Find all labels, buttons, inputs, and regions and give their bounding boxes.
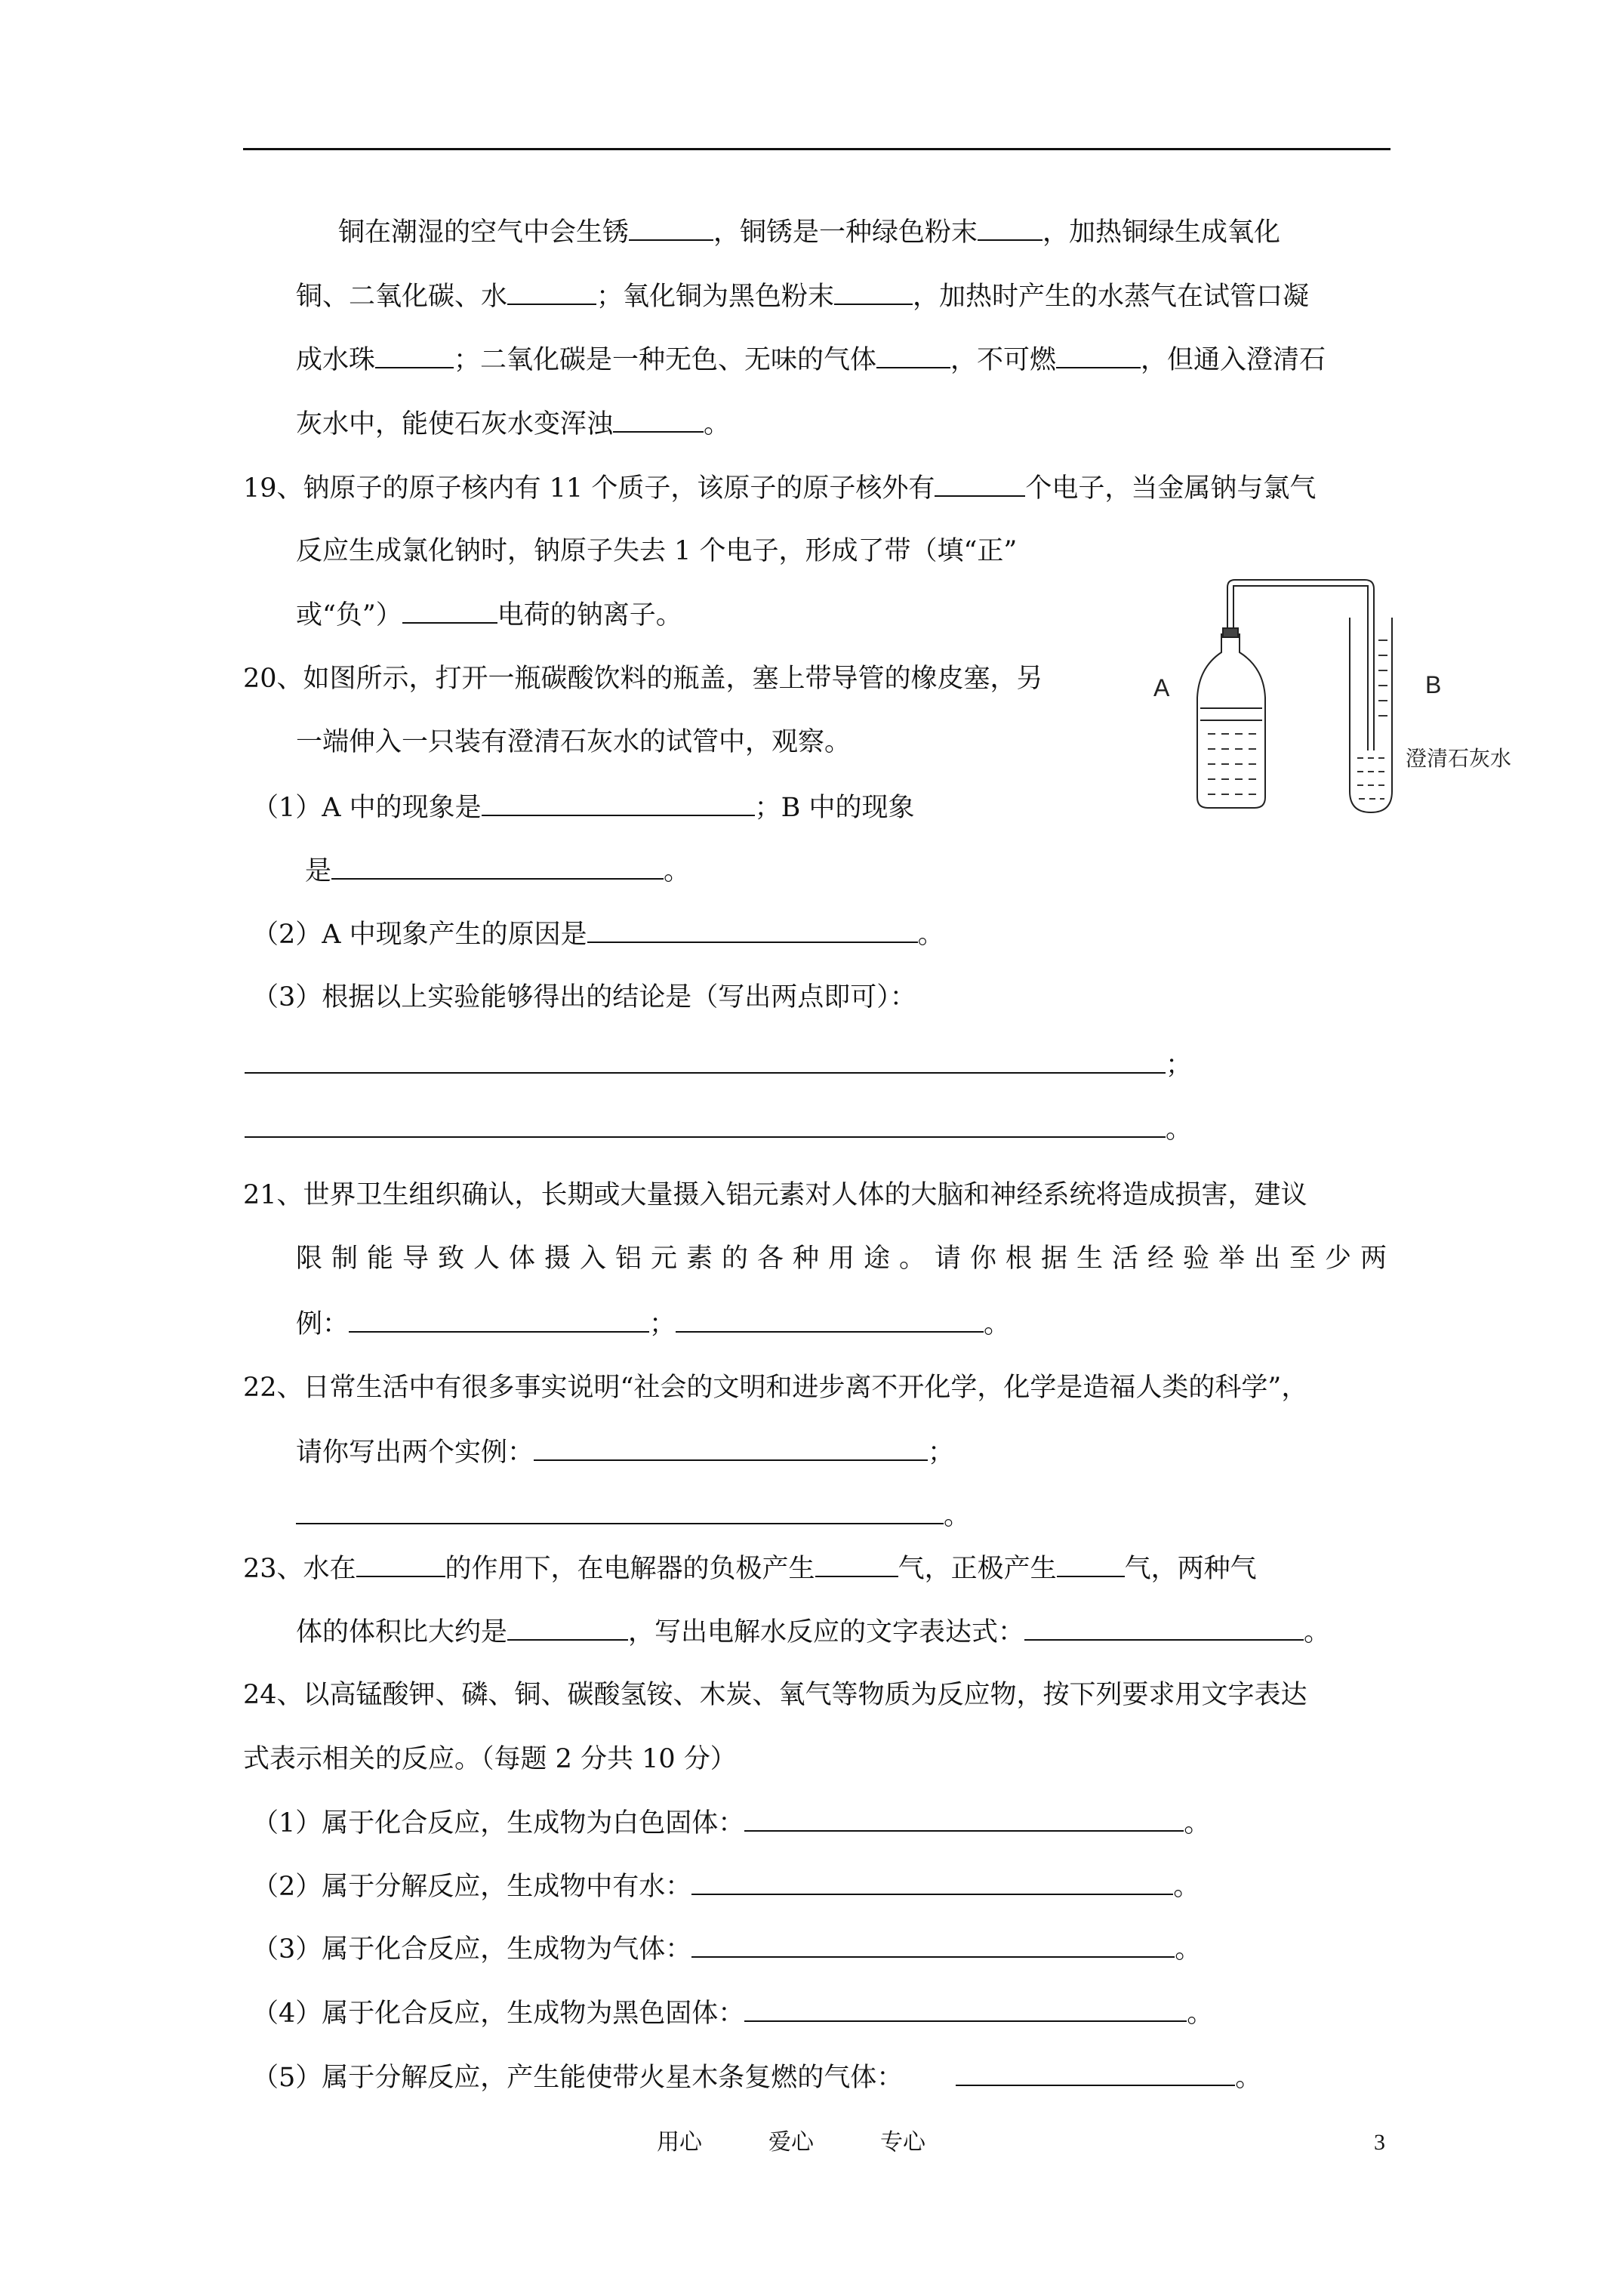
- answer-blank[interactable]: [1057, 1550, 1125, 1577]
- text: ，但通入澄清石: [1141, 345, 1326, 375]
- text: （4）属于化合反应，生成物为黑色固体：: [252, 1999, 745, 2029]
- answer-blank[interactable]: [691, 1868, 1173, 1895]
- text: 。: [1187, 1999, 1214, 2029]
- q18-line-2: [296, 278, 1309, 314]
- text: 。: [944, 1501, 971, 1531]
- text: ，加热铜绿生成氧化: [1042, 217, 1281, 248]
- text: ；: [649, 1309, 676, 1339]
- answer-blank[interactable]: [876, 341, 950, 368]
- answer-blank[interactable]: [482, 789, 755, 816]
- text: 。: [984, 1309, 1011, 1339]
- answer-blank[interactable]: [834, 278, 913, 305]
- q21-line-1: [243, 1178, 1307, 1213]
- text: 。: [664, 856, 691, 886]
- q21-line-3: [296, 1305, 1010, 1342]
- footer-motto-3: 专心: [880, 2129, 925, 2156]
- q24-sub-5: [252, 2059, 1261, 2095]
- text: （2）属于分解反应，生成物中有水：: [252, 1872, 692, 1902]
- text: 。: [917, 920, 944, 950]
- text: 19、钠原子的原子核内有 11 个质子，该原子的原子核外有: [243, 473, 935, 504]
- text: 式表示相关的反应。（每题 2 分共 10 分）: [243, 1744, 737, 1774]
- text: 20、如图所示，打开一瓶碳酸饮料的瓶盖，塞上带导管的橡皮塞，另: [243, 664, 1043, 694]
- answer-blank[interactable]: [356, 1550, 445, 1577]
- answer-blank[interactable]: [815, 1550, 898, 1577]
- footer-motto-2: 爱心: [768, 2129, 814, 2156]
- q20-sub-3: [252, 980, 916, 1015]
- q20-conclusion-1: [245, 1046, 1192, 1083]
- label-b: B: [1425, 671, 1442, 698]
- q24-sub-3: [252, 1931, 1201, 1967]
- answer-blank[interactable]: [1024, 1613, 1304, 1641]
- text: 。: [1304, 1617, 1331, 1647]
- answer-blank[interactable]: [296, 1497, 944, 1524]
- text: 。: [1184, 1808, 1211, 1838]
- answer-blank[interactable]: [534, 1434, 928, 1461]
- q20-line-2: [296, 725, 851, 760]
- text: 例：: [296, 1309, 350, 1339]
- answer-blank[interactable]: [935, 470, 1025, 497]
- answer-blank[interactable]: [676, 1305, 984, 1333]
- q20-sub-2: [252, 916, 944, 952]
- text: 22、日常生活中有很多事实说明“社会的文明和进步离不开化学，化学是造福人类的科学”，: [243, 1373, 1308, 1403]
- q24-line-2: [243, 1742, 737, 1777]
- q22-line-3: [296, 1497, 970, 1533]
- text: 气，两种气: [1124, 1554, 1257, 1584]
- text: 24、以高锰酸钾、磷、铜、碳酸氢铵、木炭、氧气等物质为反应物，按下列要求用文字表达: [243, 1680, 1307, 1710]
- answer-blank[interactable]: [629, 214, 713, 241]
- q24-sub-4: [252, 1995, 1213, 2031]
- text: ，不可燃: [950, 345, 1057, 375]
- q20-sub-1: [252, 789, 915, 825]
- text: 的作用下，在电解器的负极产生: [445, 1554, 815, 1584]
- answer-blank[interactable]: [1056, 341, 1141, 368]
- text: （5）属于分解反应，产生能使带火星木条复燃的气体：: [252, 2063, 904, 2093]
- text: 灰水中，能使石灰水变浑浊: [296, 409, 614, 439]
- q19-line-2: [296, 534, 1017, 569]
- answer-blank[interactable]: [587, 916, 918, 943]
- text: （3）属于化合反应，生成物为气体：: [252, 1934, 692, 1965]
- text: ；: [928, 1438, 955, 1468]
- text: （3）根据以上实验能够得出的结论是（写出两点即可）：: [252, 982, 916, 1012]
- text: ；B 中的现象: [754, 793, 915, 823]
- text: ，加热时产生的水蒸气在试管口凝: [913, 282, 1310, 312]
- experiment-figure: [1138, 572, 1531, 829]
- answer-blank[interactable]: [978, 214, 1042, 241]
- answer-blank[interactable]: [245, 1111, 1166, 1138]
- text: 。: [1235, 2063, 1262, 2093]
- text: ，铜锈是一种绿色粉末: [713, 217, 978, 248]
- footer-motto-1: 用心: [657, 2129, 702, 2156]
- answer-blank[interactable]: [507, 278, 596, 305]
- text: 限制能导致人体摄入铝元素的各种用途。请你根据生活经验举出至少两: [296, 1244, 1397, 1274]
- text: ；二氧化碳是一种无色、无味的气体: [454, 345, 877, 375]
- text: 23、水在: [243, 1554, 356, 1584]
- text: （1）属于化合反应，生成物为白色固体：: [252, 1808, 745, 1838]
- text: 或“负”）: [296, 600, 402, 630]
- figure-caption: 澄清石灰水: [1406, 746, 1512, 771]
- answer-blank[interactable]: [402, 596, 497, 624]
- delivery-tube: [1227, 580, 1374, 750]
- text: 个电子，当金属钠与氯气: [1025, 473, 1317, 504]
- answer-blank[interactable]: [613, 405, 704, 433]
- answer-blank[interactable]: [691, 1931, 1175, 1958]
- text: 。: [704, 409, 731, 439]
- text: 。: [1166, 1114, 1193, 1145]
- text: 电荷的钠离子。: [497, 600, 682, 630]
- q24-sub-1: [252, 1804, 1210, 1841]
- q18-line-4: [296, 405, 730, 442]
- answer-blank[interactable]: [744, 1995, 1187, 2022]
- q20-sub-1-cont: [305, 852, 690, 889]
- answer-blank[interactable]: [349, 1305, 649, 1333]
- page-number: 3: [1374, 2130, 1385, 2155]
- text: ；氧化铜为黑色粉末: [596, 282, 835, 312]
- text: （2）A 中现象产生的原因是: [252, 920, 587, 950]
- header-rule: [243, 148, 1390, 150]
- answer-blank[interactable]: [331, 852, 664, 880]
- text: 。: [1173, 1872, 1200, 1902]
- apparatus-drawing: [1138, 572, 1531, 829]
- q24-sub-2: [252, 1868, 1200, 1904]
- answer-blank[interactable]: [744, 1804, 1184, 1832]
- answer-blank[interactable]: [507, 1613, 628, 1641]
- text: 。: [1175, 1934, 1202, 1965]
- text: 体的体积比大约是: [296, 1617, 508, 1647]
- q24-line-1: [243, 1678, 1307, 1712]
- q22-line-1: [243, 1370, 1307, 1405]
- q18-line-3: [296, 341, 1326, 378]
- answer-blank[interactable]: [245, 1046, 1166, 1074]
- text: 气，正极产生: [898, 1554, 1057, 1584]
- text: 铜、二氧化碳、水: [296, 282, 508, 312]
- text: 铜在潮湿的空气中会生锈: [338, 217, 630, 248]
- text: （1）A 中的现象是: [252, 793, 482, 823]
- label-a: A: [1153, 674, 1170, 701]
- answer-blank[interactable]: [956, 2059, 1235, 2086]
- q20-conclusion-2: [245, 1111, 1192, 1147]
- q21-line-2: [296, 1241, 1396, 1276]
- text: 是: [305, 856, 332, 886]
- text: ，写出电解水反应的文字表达式：: [628, 1617, 1025, 1647]
- text: 成水珠: [296, 345, 376, 375]
- text: 反应生成氯化钠时，钠原子失去 1 个电子，形成了带（填“正”: [296, 536, 1018, 566]
- q18-line-1: [338, 214, 1280, 250]
- text: 一端伸入一只装有澄清石灰水的试管中，观察。: [296, 727, 852, 757]
- q22-line-2: [296, 1434, 954, 1470]
- text: 请你写出两个实例：: [296, 1438, 534, 1468]
- q20-line-1: [243, 661, 1043, 696]
- text: 21、世界卫生组织确认，长期或大量摄入铝元素对人体的大脑和神经系统将造成损害，建议: [243, 1180, 1307, 1210]
- q23-line-2: [296, 1613, 1330, 1650]
- q23-line-1: [243, 1550, 1257, 1586]
- q19-line-1: [243, 470, 1316, 506]
- answer-blank[interactable]: [375, 341, 454, 368]
- q19-line-3: [296, 596, 682, 633]
- text: ；: [1166, 1050, 1193, 1080]
